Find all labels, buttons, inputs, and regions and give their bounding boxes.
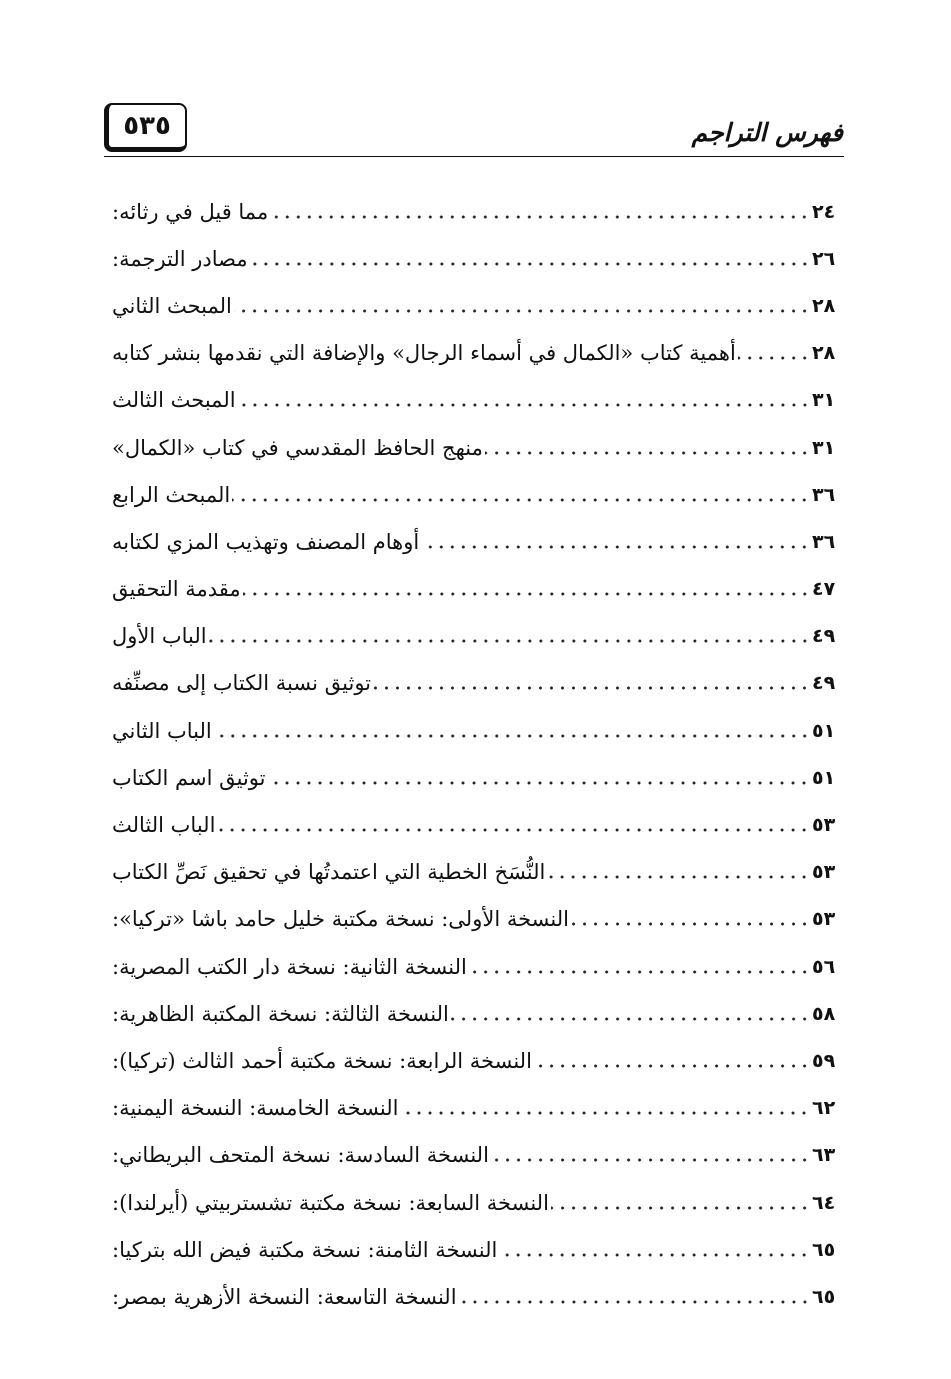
dot-leader (234, 308, 810, 314)
toc-entry-title: النُّسَخ الخطية التي اعتمدتُها في تحقيق نَصِّ الكتاب (112, 860, 546, 885)
toc-entry-title: توثيق اسم الكتاب (112, 765, 266, 790)
toc-entry (104, 1085, 844, 1132)
toc-entry-title: أهمية كتاب «الكمال في أسماء الرجال» والإضافة التي نقدمها بنشر كتابه (112, 341, 736, 366)
toc-entry-title: أوهام المصنف وتهذيب المزي لكتابه (112, 529, 420, 554)
toc-entry-page-number: ٦٥ (812, 1285, 836, 1308)
toc-entry-page-number: ٣٦ (812, 530, 836, 553)
dot-leader (551, 1205, 810, 1211)
toc-entry-title: المبحث الثاني (112, 293, 232, 318)
page-number-box (104, 103, 187, 152)
toc-entry-title: المبحث الرابع (112, 482, 231, 507)
page-header (0, 0, 951, 160)
dot-leader (451, 1016, 810, 1022)
toc-entry-page-number: ٦٢ (812, 1097, 836, 1120)
dot-leader (209, 638, 810, 644)
table-of-contents (104, 188, 844, 1321)
toc-entry (104, 1273, 844, 1320)
dot-leader (485, 450, 810, 456)
toc-entry (104, 943, 844, 990)
toc-entry-title: النسخة الثالثة: نسخة المكتبة الظاهرية: (112, 1001, 449, 1026)
toc-entry-title: الباب الثاني (112, 718, 212, 743)
toc-entry-title: النسخة الخامسة: النسخة اليمنية: (112, 1096, 399, 1121)
toc-entry (104, 424, 844, 471)
dot-leader (491, 1157, 810, 1163)
toc-entry (104, 330, 844, 377)
toc-entry (104, 282, 844, 329)
toc-entry-title: الباب الأول (112, 624, 207, 649)
toc-entry-page-number: ٣١ (812, 436, 836, 459)
dot-leader (238, 402, 810, 408)
toc-entry (104, 707, 844, 754)
dot-leader (534, 1063, 810, 1069)
dot-leader (547, 874, 810, 880)
toc-entry (104, 1037, 844, 1084)
toc-entry-page-number: ٥٨ (812, 1002, 836, 1025)
toc-entry-title: المبحث الثالث (112, 388, 236, 413)
toc-entry (104, 801, 844, 848)
toc-entry-title: النسخة السادسة: نسخة المتحف البريطاني: (112, 1143, 489, 1168)
toc-entry-title: النسخة الثانية: نسخة دار الكتب المصرية: (112, 954, 467, 979)
toc-entry-page-number: ٤٩ (812, 672, 836, 695)
toc-entry-page-number: ٥٦ (812, 955, 836, 978)
dot-leader (214, 733, 810, 739)
toc-entry (104, 235, 844, 282)
toc-entry (104, 188, 844, 235)
toc-entry-page-number: ٥٩ (812, 1049, 836, 1072)
dot-leader (243, 591, 810, 597)
toc-entry-page-number: ٥١ (812, 719, 836, 742)
toc-entry (104, 1179, 844, 1226)
toc-entry-page-number: ٦٥ (812, 1238, 836, 1261)
toc-entry (104, 896, 844, 943)
toc-entry (104, 518, 844, 565)
toc-entry-title: النسخة السابعة: نسخة مكتبة تشستربيتي (أيرلندا): (112, 1190, 549, 1215)
toc-entry-page-number: ٤٧ (812, 578, 836, 601)
dot-leader (267, 780, 810, 786)
toc-entry-title: النسخة الرابعة: نسخة مكتبة أحمد الثالث (تركيا): (112, 1048, 532, 1073)
toc-entry-title: النسخة التاسعة: النسخة الأزهرية بمصر: (112, 1284, 457, 1309)
dot-leader (469, 969, 810, 975)
toc-entry (104, 660, 844, 707)
toc-entry-page-number: ٥٣ (812, 908, 836, 931)
toc-entry-page-number: ٥٣ (812, 814, 836, 837)
toc-entry-page-number: ٦٣ (812, 1144, 836, 1167)
dot-leader (400, 1110, 810, 1116)
toc-entry (104, 613, 844, 660)
toc-entry (104, 1226, 844, 1273)
toc-entry-page-number: ٢٨ (812, 342, 836, 365)
toc-entry (104, 377, 844, 424)
toc-entry-page-number: ٢٨ (812, 294, 836, 317)
dot-leader (571, 921, 810, 927)
dot-leader (232, 497, 810, 503)
dot-leader (421, 544, 810, 550)
toc-entry-page-number: ٥٣ (812, 861, 836, 884)
dot-leader (373, 685, 810, 691)
dot-leader (217, 827, 810, 833)
toc-entry-title: مصادر الترجمة: (112, 246, 248, 271)
toc-entry (104, 1132, 844, 1179)
toc-entry-title: منهج الحافظ المقدسي في كتاب «الكمال» (112, 435, 483, 460)
toc-entry-title: الباب الثالث (112, 813, 216, 838)
toc-entry-page-number: ٢٤ (812, 200, 836, 223)
toc-entry-page-number: ٣٦ (812, 483, 836, 506)
toc-entry-page-number: ٤٩ (812, 625, 836, 648)
dot-leader (738, 355, 810, 361)
running-title: فهرس التراجم (691, 118, 843, 147)
dot-leader (499, 1252, 810, 1258)
dot-leader (459, 1299, 810, 1305)
toc-entry-title: النسخة الثامنة: نسخة مكتبة فيض الله بتركيا: (112, 1237, 498, 1262)
toc-entry (104, 566, 844, 613)
page-number: ٥٣٥ (123, 111, 171, 141)
toc-entry (104, 849, 844, 896)
toc-entry-title: مقدمة التحقيق (112, 577, 241, 602)
toc-entry (104, 990, 844, 1037)
header-rule (104, 156, 844, 157)
dot-leader (270, 214, 810, 220)
toc-entry-title: مما قيل في رثائه: (112, 199, 269, 224)
toc-entry (104, 754, 844, 801)
dot-leader (250, 261, 810, 267)
toc-entry-page-number: ٥١ (812, 766, 836, 789)
toc-entry-title: توثيق نسبة الكتاب إلى مصنِّفه (112, 671, 372, 696)
toc-entry-title: النسخة الأولى: نسخة مكتبة خليل حامد باشا «تركيا»: (112, 907, 569, 932)
toc-entry-page-number: ٣١ (812, 389, 836, 412)
toc-entry-page-number: ٢٦ (812, 247, 836, 270)
toc-entry-page-number: ٦٤ (812, 1191, 836, 1214)
toc-entry (104, 471, 844, 518)
